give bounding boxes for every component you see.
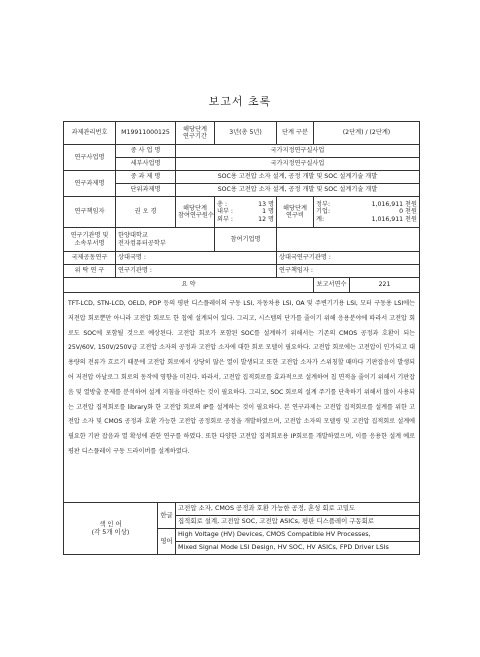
row-abstract (64, 293, 420, 503)
program-sub-value: 국가지정연구실사업 (176, 158, 420, 171)
budget-label-2: 연구비 (286, 212, 304, 219)
row-keywords-ko-1 (64, 503, 420, 516)
budget-corp-label: 기업: (316, 208, 331, 216)
member-count-label-2: 참여연구원수 (178, 212, 214, 219)
row-researcher (64, 197, 420, 228)
intl-partner-country: 상대국명 : (116, 252, 277, 265)
project-number-label: 과제관리번호 (64, 122, 116, 145)
institution-label (64, 228, 116, 252)
member-external-value: 12 명 (258, 215, 274, 223)
keywords-en-line-1: High Voltage (HV) Devices, CMOS Compatible HV Processes, (176, 529, 420, 542)
researcher-label: 연구책임자 (64, 197, 116, 228)
institution-label-2: 소속부서명 (74, 239, 105, 247)
project-main-label: 중 과 제 명 (116, 171, 176, 184)
period-label-1: 해당단계 (183, 125, 207, 133)
member-total-value: 13 명 (258, 200, 274, 208)
budget-sum-value: 1,016,911 천원 (371, 215, 417, 223)
budget-label-1: 해당단계 (283, 204, 307, 212)
budget-sum (316, 216, 417, 223)
budget-values (314, 197, 420, 228)
project-unit-label: 단위과제명 (116, 184, 176, 197)
period-value: 3년(총 5년) (215, 122, 277, 145)
keywords-ko-label: 한글 (158, 503, 176, 529)
intl-label: 국제공동연구 (64, 252, 116, 265)
row-summary-header (64, 278, 420, 293)
keywords-label-1: 색 인 어 (99, 519, 122, 528)
budget-label (277, 197, 314, 228)
member-total-label: 총 : (217, 200, 228, 208)
budget-corp (316, 208, 417, 215)
project-unit-value: SOC용 고전압 소자 설계, 공정 개발 및 SOC 설계기술 개발 (176, 184, 420, 197)
row-program-sub (64, 158, 420, 171)
partner-company-label: 참여기업명 (215, 228, 277, 252)
member-internal-label: 내부 : (217, 208, 234, 216)
delegate-org: 연구기관명 : (116, 265, 277, 278)
abstract-text: TFT-LCD, STN-LCD, OELD, PDP 등의 평판 디스플레이의 구동 LSI, 자동차용 LSI, OA 및 주변기기용 LSI, 모터 구동용 LSI에는 저전압 회로뿐만 아니라 고전압 회로도 한 칩에 설계되어 있다. 그리고, 시스템의 단가를 줄이기 위해 응용분야에 따라서 고전압 회로도 SOC에 포함될 것으로 예상된다. 고전압 회로가 포함된 SOC를 설계하기 위해서는 기존의 CMOS 공정과 호환이 되는 25V/60V, 150V/250V급 고전압 소자의 공정과 고전압 소자에 대한 회로 모델이 필요하다. 고전압 회로에는 고전압이 인가되고 대용량의 전류가 흐르기 때문에 고전압 회로에서 상당히 많은 열이 발생되고 또한 고전압 소자가 스위칭할 때마다 기판잡음이 발생되어 저전압 아날로그 회로의 동작에 영향을 미친다. 따라서, 고전압 집적회로를 효과적으로 설계하여 칩 면적을 줄이기 위해서 기판잡음 및 열방출 문제를 분석하여 설계 지침을 마련하는 것이 필요하다. 그리고, SOC 회로의 설계 주기를 단축하기 위해서 많이 사용되는 고전압 집적회로를 library화 한 고전압 회로의 IP를 설계하는 것이 필요하다. 본 연구과제는 고전압 집적회로를 설계를 위한 고전압 소자 및 CMOS 공정과 호환 가능한 고전압 공정회로 공정을 개발하였으며, 고전압 소자의 모델링 및 고전압 집적회로 설계에 필요한 기판 잡음과 열 확성에 관한 연구를 하였다. 또한 다양한 고전압 집적회로용 IP회로를 개발하였으며, 이를 응용한 설계 예로 평판 디스플레이 구동 드라이버를 설계하였다. (64, 293, 420, 503)
delegate-label: 위 탁 연 구 (64, 265, 116, 278)
keywords-en-line-2: Mixed Signal Mode LSI Design, HV SOC, HV ASICs, FPD Driver LSIs (176, 542, 420, 555)
period-label-2: 연구기간 (183, 133, 207, 140)
institution-value (116, 228, 215, 252)
form-table (63, 121, 420, 555)
project-number-value: M19911000125 (116, 122, 176, 145)
researcher-name: 권 오 경 (116, 197, 176, 228)
doc-title: 보고서 초록 (208, 95, 272, 108)
program-main-value: 국가지정연구실사업 (176, 145, 420, 158)
stage-label: 단계 구분 (277, 122, 314, 145)
keywords-label (64, 503, 158, 555)
project-group-label: 연구과제명 (64, 171, 116, 197)
stage-value: (2단계) / (2단계) (314, 122, 420, 145)
program-main-label: 중 사 업 명 (116, 145, 176, 158)
delegate-lead: 연구책임자 : (277, 265, 420, 278)
member-count-label (176, 197, 215, 228)
member-external-label: 외부 : (217, 215, 234, 223)
member-count-label-1: 해당단계 (183, 204, 207, 212)
institution-label-1: 연구기관명 및 (70, 232, 109, 240)
row-program-main (64, 145, 420, 158)
institution-dept: 전자컴퓨터공학부 (118, 239, 166, 247)
report-pages-label: 보고서면수 (314, 278, 350, 293)
row-project-unit (64, 184, 420, 197)
budget-gov-value: 1,016,911 천원 (371, 200, 417, 208)
member-internal (217, 208, 274, 215)
row-project-main (64, 171, 420, 184)
keywords-en-label: 영어 (158, 529, 176, 555)
period-label (176, 122, 215, 145)
program-group-label: 연구사업명 (64, 145, 116, 171)
keywords-ko-line-2: 집적회로 설계, 고전압 SOC, 고전압 ASICs, 평판 디스플레이 구동회로 (176, 516, 420, 529)
partner-company-value (277, 228, 420, 252)
row-institution (64, 228, 420, 252)
project-main-value: SOC용 고전압 소자 설계, 공정 개발 및 SOC 설계기술 개발 (176, 171, 420, 184)
keywords-ko-line-1: 고전압 소자, CMOS 공정과 호환 가능한 공정, 혼성 회로 고밀도 (176, 503, 420, 516)
intl-partner-org: 상대국연구기관명 : (277, 252, 420, 265)
member-counts (215, 197, 277, 228)
budget-sum-label: 계: (316, 215, 325, 223)
report-abstract-form (63, 121, 419, 555)
member-external (217, 216, 274, 223)
summary-label: 요 약 (64, 278, 314, 293)
member-internal-value: 1 명 (262, 208, 274, 216)
budget-corp-value: 0 천원 (399, 208, 417, 216)
institution-name: 한양대학교 (118, 232, 148, 240)
program-sub-label: 세부사업명 (116, 158, 176, 171)
row-international (64, 252, 420, 265)
row-project-number (64, 122, 420, 145)
report-pages-value: 221 (350, 278, 420, 293)
row-delegate (64, 265, 420, 278)
budget-gov-label: 정부: (316, 200, 331, 208)
keywords-label-2: (각 5개 이상) (91, 527, 130, 536)
